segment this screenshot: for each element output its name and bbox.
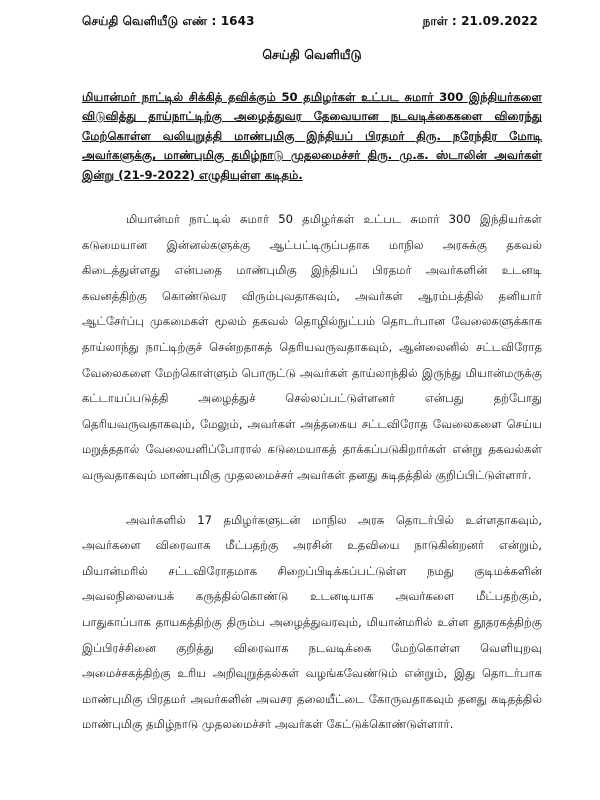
header-row bbox=[82, 14, 542, 30]
body-paragraph-2: அவர்களில் 17 தமிழர்களுடன் மாநில அரசு தொடர்பில் உள்ளதாகவும், அவர்களை விரைவாக மீட்பதற்கு அரசின் உதவியை நாடுகின்றனர் என்றும், மியான்மரில் சட்டவிரோதமாக சிறைப்பிடிக்கப்பட்டுள்ள நமது குடிமக்களின் அவலநிலையைக் கருத்தில்கொண்டு உடனடியாக அவர்களை மீட்பதற்கும், பாதுகாப்பாக தாயகத்திற்கு திரும்ப அழைத்துவரவும், மியான்மரில் உள்ள தூதரகத்திற்கு இப்பிரச்சினை குறித்து விரைவாக நடவடிக்கை மேற்கொள்ள வெளியுறவு அமைச்சகத்திற்கு உரிய அறிவுறுத்தல்கள் வழங்கவேண்டும் என்றும், இது தொடர்பாக மாண்புமிகு பிரதமர் அவர்களின் அவசர தலையீட்டை கோருவதாகவும் தனது கடிதத்தில் மாண்புமிகு தமிழ்நாடு முதலமைச்சர் அவர்கள் கேட்டுக்கொண்டுள்ளார். bbox=[82, 512, 542, 732]
page-title: செய்தி வெளியீடு bbox=[262, 47, 362, 62]
release-number: செய்தி வெளியீடு எண் : 1643 bbox=[82, 14, 255, 28]
release-date: நாள் : 21.09.2022 bbox=[422, 14, 538, 28]
subject-heading: மியான்மர் நாட்டில் சிக்கித் தவிக்கும் 50 தமிழர்கள் உட்பட சுமார் 300 இந்தியர்களை விடுவித்து தாய்நாட்டிற்கு அழைத்துவர தேவையான நடவடிக்கைகளை விரைந்து மேற்கொள்ள வலியுறுத்தி மாண்புமிகு இந்தியப் பிரதமர் திரு. நரேந்திர மோடி அவர்களுக்கு, மாண்புமிகு தமிழ்நாடு முதலமைச்சர் திரு. மு.க. ஸ்டாலின் அவர்கள் இன்று (21-9-2022) எழுதியுள்ள கடிதம். bbox=[82, 90, 542, 182]
body-paragraph-1: மியான்மர் நாட்டில் சுமார் 50 தமிழர்கள் உட்பட சுமார் 300 இந்தியர்கள் கடுமையான இன்னல்களுக்கு ஆட்பட்டிருப்பதாக மாநில அரசுக்கு தகவல் கிடைத்துள்ளது என்பதை மாண்புமிகு இந்தியப் பிரதமர் அவர்களின் உடனடி கவனத்திற்கு கொண்டுவர விரும்புவதாகவும், அவர்கள் ஆரம்பத்தில் தனியார் ஆட்சேர்ப்பு முகமைகள் மூலம் தகவல் தொழில்நுட்பம் தொடர்பான வேலைகளுக்காக தாய்லாந்து நாட்டிற்குச் சென்றதாகத் தெரியவருவதாகவும், ஆன்லைனில் சட்டவிரோத வேலைகளை மேற்கொள்ளும் பொருட்டு அவர்கள் தாய்லாந்தில் இருந்து மியான்மருக்கு கட்டாயப்படுத்தி அழைத்துச் செல்லப்பட்டுள்ளனர் என்பது தற்போது தெரியவருவதாகவும், மேலும், அவர்கள் அத்தகைய சட்டவிரோத வேலைகளை செய்ய மறுத்ததால் வேலையளிப்போரால் கடுமையாகத் தாக்கப்படுகிறார்கள் என்று தகவல்கள் வருவதாகவும் மாண்புமிகு முதலமைச்சர் அவர்கள் தனது கடிதத்தில் குறிப்பிட்டுள்ளார். bbox=[82, 212, 542, 482]
